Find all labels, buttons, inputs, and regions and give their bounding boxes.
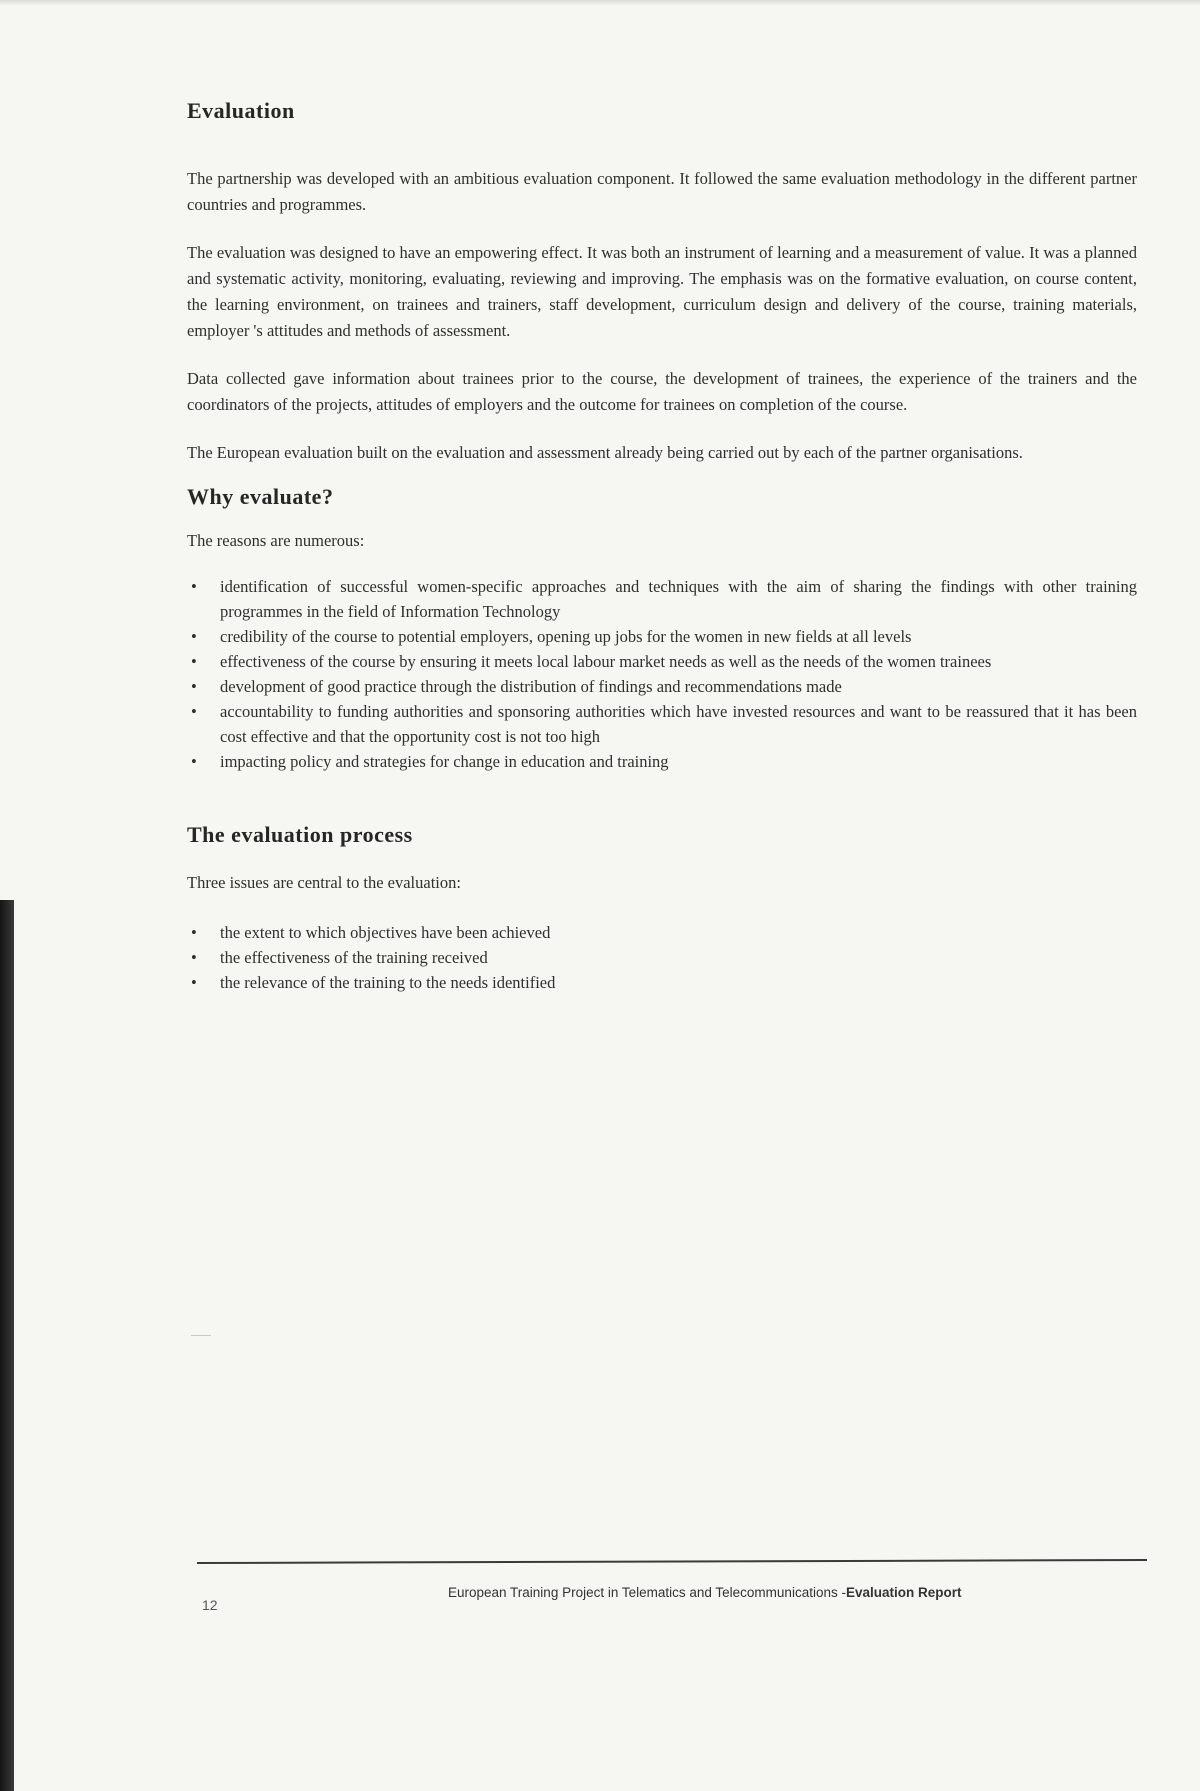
evaluation-paragraph-3: Data collected gave information about trainees prior to the course, the development of trainees, the experience of the trainers and the coordinators of the projects, attitudes of employers and the outcome for trainees on completion of the course. — [187, 369, 1137, 414]
bullet-icon: • — [191, 677, 197, 696]
list-item-text: development of good practice through the distribution of findings and recommendations made — [220, 677, 842, 696]
why-evaluate-list — [187, 574, 1137, 774]
list-item — [187, 699, 1137, 749]
footer-title-text: European Training Project in Telematics and Telecommunications - — [448, 1585, 846, 1600]
bullet-icon: • — [191, 577, 197, 596]
list-item — [187, 674, 1137, 699]
list-item-text: the relevance of the training to the needs identified — [220, 973, 556, 992]
bullet-icon: • — [191, 652, 197, 671]
process-list — [187, 920, 1137, 995]
list-item-text: impacting policy and strategies for change in education and training — [220, 752, 669, 771]
bullet-icon: • — [191, 627, 197, 646]
list-item — [187, 945, 1137, 970]
list-item-text: credibility of the course to potential employers, opening up jobs for the women in new fields at all levels — [220, 627, 912, 646]
process-intro: Three issues are central to the evaluation: — [187, 873, 461, 892]
footer-title — [448, 1585, 1148, 1600]
list-item-text: the effectiveness of the training received — [220, 948, 488, 967]
page-top-shadow — [0, 0, 1200, 6]
heading-evaluation: Evaluation — [187, 98, 295, 123]
list-item-text: identification of successful women-specific approaches and techniques with the aim of sharing the findings with other training programmes in the field of Information Technology — [220, 577, 1137, 621]
bullet-icon: • — [191, 752, 197, 771]
list-item — [187, 649, 1137, 674]
binding-edge — [0, 900, 14, 1791]
heading-evaluation-process: The evaluation process — [187, 822, 413, 847]
list-item — [187, 970, 1137, 995]
why-evaluate-intro: The reasons are numerous: — [187, 531, 365, 550]
evaluation-paragraph-1: The partnership was developed with an ambitious evaluation component. It followed the same evaluation methodology in the different partner countries and programmes. — [187, 169, 1137, 214]
evaluation-paragraph-2: The evaluation was designed to have an empowering effect. It was both an instrument of learning and a measurement of value. It was a planned and systematic activity, monitoring, evaluating, reviewing and improving. The emphasis was on the formative evaluation, on course content, the learning environment, on trainees and trainers, staff development, curriculum design and delivery of the course, training materials, employer 's attitudes and methods of assessment. — [187, 243, 1137, 340]
list-item — [187, 749, 1137, 774]
bullet-icon: • — [191, 702, 197, 721]
list-item — [187, 574, 1137, 624]
footer-title-bold: Evaluation Report — [845, 1585, 962, 1600]
list-item — [187, 920, 1137, 945]
footer-divider — [197, 1559, 1147, 1564]
bullet-icon: • — [191, 923, 197, 942]
page-content — [187, 98, 1137, 995]
bullet-icon: • — [191, 973, 197, 992]
bullet-icon: • — [191, 948, 197, 967]
list-item-text: effectiveness of the course by ensuring it meets local labour market needs as well as the needs of the women trainees — [220, 652, 992, 671]
page-number: 12 — [202, 1597, 218, 1613]
evaluation-paragraph-4: The European evaluation built on the evaluation and assessment already being carried out by each of the partner organisations. — [187, 443, 1023, 462]
heading-why-evaluate: Why evaluate? — [187, 484, 334, 509]
stray-mark — [191, 1335, 211, 1336]
list-item-text: accountability to funding authorities and sponsoring authorities which have invested resources and want to be reassured that it has been cost effective and that the opportunity cost is not too high — [220, 702, 1137, 746]
list-item — [187, 624, 1137, 649]
list-item-text: the extent to which objectives have been achieved — [220, 923, 551, 942]
